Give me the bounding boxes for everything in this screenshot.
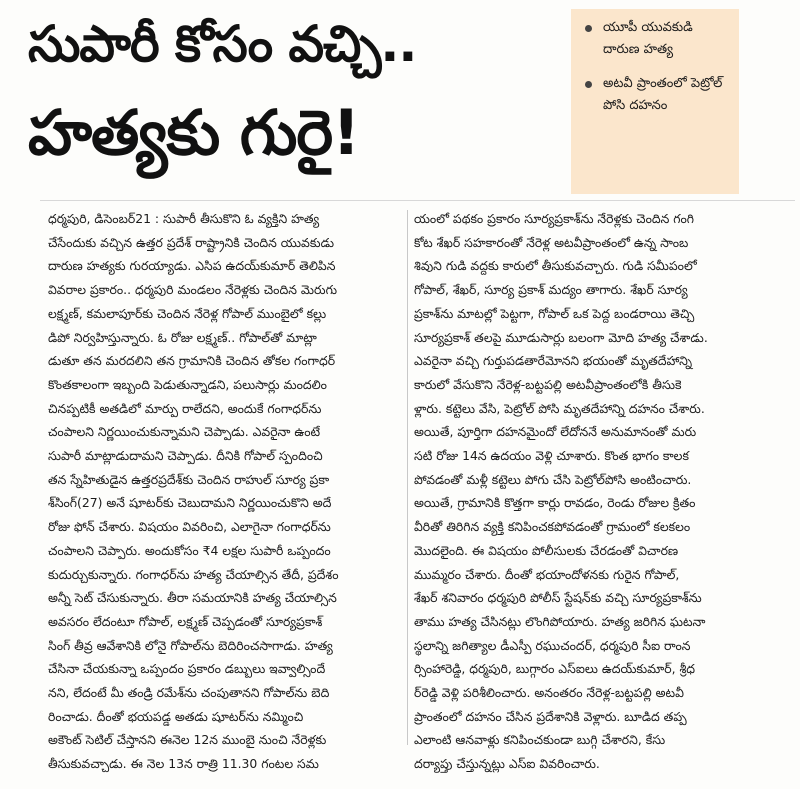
article-line: సుపారీ మాట్లాడుదామని చెప్పాడు. దీనికి గోపాల్ స్పందించి <box>48 448 323 464</box>
article-line: చంపాలని నిర్ణయించుకున్నామని చెప్పాడు. ఎవరైనా ఉంటే <box>48 424 321 440</box>
article-line: స్థలాన్ని జగిత్యాల డీఎస్పీ రఘుచందర్, ధర్మపురి సీఐ రాంన <box>414 637 691 653</box>
article-line: అయితే, గ్రామానికి కొత్తగా కార్లు రావడం, రెండు రోజుల క్రితం <box>414 495 696 511</box>
article-line: లక్ష్మణ్, కమలాపూర్‌కు చెందిన నేరెళ్ల గోపాల్ ముంబైలో కల్లు <box>48 305 327 321</box>
article-line: డుతూ తన మరదలిని తన గ్రామానికి చెందిన తోకల గంగాధర్ <box>48 353 336 369</box>
article-line: శివుని గుడి వద్దకు కారులో తీసుకువచ్చారు. గుడి సమీపంలో <box>414 258 697 274</box>
header-divider <box>40 200 795 201</box>
article-line: డిపో నిర్వహిస్తున్నారు. ఓ రోజు లక్ష్మణ్.. గోపాల్‌తో మాట్లా <box>48 329 317 345</box>
article-line: అన్నీ సెట్ చేసుకున్నారు. తీరా సమయానికి హత్య చేయాల్సిన <box>48 590 337 606</box>
article-line: తీసుకువచ్చాడు. ఈ నెల 13న రాత్రి 11.30 గంటల సమ <box>48 756 319 772</box>
bullet-icon <box>585 81 592 88</box>
article-line: ఎవరైనా వచ్చి గుర్తుపడతారేమోనని భయంతో మృతదేహాన్ని <box>414 353 693 369</box>
highlight-item <box>581 17 731 61</box>
article-line: కారులో వేసుకొని నేరెళ్ల-బట్టపల్లి అటవీప్రాంతంలోకి తీసుకె <box>414 376 682 392</box>
highlight-text: అటవీ ప్రాంతంలో పెట్రోల్ పోసి దహనం <box>603 76 723 113</box>
article-line: ఎలాంటి ఆనవాళ్లు కనిపించకుండా బుగ్గి చేశారని, కేసు <box>414 732 666 748</box>
article-line: నని, లేదంటే మీ తండ్రి రమేశ్‌ను చంపుతానని గోపాల్‌ను బెది <box>48 685 330 701</box>
article-line: తన స్నేహితుడైన ఉత్తరప్రదేశ్‌కు చెందిన రాహుల్ సూర్య ప్రకా <box>48 471 330 487</box>
article-line: చినప్పటికీ అతడిలో మార్పు రాలేదని, అందుకే గంగాధర్‌ను <box>48 400 322 416</box>
article-column-right <box>414 207 774 776</box>
article-line: వివరాల ప్రకారం.. ధర్మపురి మండలం నేరెళ్లకు చెందిన మెరుగు <box>48 282 338 298</box>
article-line: చంపాలని చెప్పారు. అందుకోసం ₹4 లక్షల సుపారీ ఒప్పందం <box>48 542 331 558</box>
article-line: వీరితో తిరిగిన వ్యక్తి కనిపించకపోవడంతో గ్రామంలో కలకలం <box>414 519 691 535</box>
article-line: సూర్యప్రకాశ్ తలపై మూడుసార్లు బలంగా మోది హత్య చేశాడు. <box>414 329 708 345</box>
article-line: చేసినా చేయకున్నా ఒప్పందం ప్రకారం డబ్బులు ఇవ్వాల్సిందే <box>48 661 326 677</box>
article-line: పోవడంతో మళ్లీ కట్టెలు పోగు చేసి పెట్రోల్‌పోసి అంటించారు. <box>414 471 692 487</box>
article-line: కుదుర్చుకున్నారు. గంగాధర్‌ను హత్య చేయాల్సిన తేదీ, ప్రదేశం <box>48 566 339 582</box>
highlights-box <box>571 9 739 194</box>
article-line: ళ్లారు. కట్టెలు వేసి, పెట్రోల్ పోసి మృతదేహాన్ని దహనం చేశారు. <box>414 400 705 416</box>
article-line: ర్‌రెడ్డి వెళ్లి పరిశీలించారు. అనంతరం నేరెళ్ల-బట్టపల్లి అటవీ <box>414 685 684 701</box>
article-line: రోజు ఫోన్ చేశారు. విషయం వివరించి, ఎలాగైనా గంగాధర్‌ను <box>48 519 331 535</box>
article-line: దర్యాప్తు చేస్తున్నట్లు ఎస్ఐ వివరించారు. <box>414 756 600 772</box>
article-line: కోట శేఖర్ సహకారంతో నేరెళ్ల అటవీప్రాంతంలో ఉన్న సాంబ <box>414 234 689 250</box>
headline-line-2: హత్యకు గురై! <box>28 96 360 169</box>
article-line: ర్సింహారెడ్డి, ధర్మపురి, బుగ్గారం ఎస్‌ఐలు ఉదయ్‌కుమార్, శ్రీధ <box>414 661 696 677</box>
article-line: శేఖర్ శనివారం ధర్మపురి పోలీస్ స్టేషన్‌కు వచ్చి సూర్యప్రకాశ్‌ను <box>414 590 702 606</box>
article-line: అయితే, పూర్తిగా దహనమైందో లేదోననే అనుమానంతో మరు <box>414 424 697 440</box>
headline-line-1: సుపారీ కోసం వచ్చి.. <box>28 15 417 73</box>
article-line: సింగ్ తీవ్ర ఆవేశానికి లోనై గోపాల్‌ను బెదిరించసాగాడు. హత్య <box>48 637 333 653</box>
article-column-left <box>48 207 402 776</box>
article-line: దారుణ హత్యకు గురయ్యాడు. ఎసిప ఉదయ్‌కుమార్ తెలిపిన <box>48 258 336 274</box>
article-line: ప్రాంతంలో దహనం చేసిన ప్రదేశానికి వెళ్లారు. బూడిద తప్ప <box>414 708 687 724</box>
highlight-item <box>581 73 731 117</box>
article-line: చేసేందుకు వచ్చిన ఉత్తర ప్రదేశ్ రాష్ట్రానికి చెందిన యువకుడు <box>48 234 335 250</box>
column-divider <box>407 210 408 745</box>
article-line: రించాడు. దీంతో భయపడ్డ అతడు షూటర్‌ను నమ్మించి <box>48 708 304 724</box>
article-line: కొంతకాలంగా ఇబ్బంది పెడుతున్నాడని, పలుసార్లు మందలిం <box>48 376 327 392</box>
article-line: శ్‌సింగ్(27) అనే షూటర్‌కు చెబుదామని నిర్ణయించుకొని అదే <box>48 495 332 511</box>
highlight-text: యూపీ యువకుడి దారుణ హత్య <box>603 20 693 57</box>
highlights-list <box>581 17 731 117</box>
article-line: మొదలైంది. ఈ విషయం పోలీసులకు చేరడంతో విచారణ <box>414 542 679 558</box>
article-line: ముమ్మరం చేశారు. దీంతో భయాందోళనకు గురైన గోపాల్, <box>414 566 680 582</box>
article-line: అకౌంట్ సెటిల్ చేస్తానని ఈనెల 12న ముంబై నుంచి నేరెళ్లకు <box>48 732 327 748</box>
article-line: గోపాల్, శేఖర్, సూర్య ప్రకాశ్ మద్యం తాగారు. శేఖర్ సూర్య <box>414 282 688 298</box>
article-line: తాము హత్య చేసినట్లు లొంగిపోయారు. హత్య జరిగిన ఘటనా <box>414 613 706 629</box>
article-line: ధర్మపురి, డిసెంబర్21 : సుపారీ తీసుకొని ఓ వ్యక్తిని హత్య <box>48 211 320 226</box>
article-line: యంలో పథకం ప్రకారం సూర్యప్రకాశ్‌ను నేరెళ్లకు చెందిన గంగి <box>414 211 694 226</box>
bullet-icon <box>585 25 592 32</box>
article-line: సటి రోజు 14న ఉదయం వెళ్లి చూశారు. కొంత భాగం కాలక <box>414 448 689 464</box>
article-line: ప్రకాశ్‌ను మాటల్లో పెట్టగా, గోపాల్ ఒక పెద్ద బండరాయి తెచ్చి <box>414 305 695 321</box>
article-line: అవసరం లేదంటూ గోపాల్, లక్ష్మణ్ చెప్పడంతో సూర్యప్రకాశ్ <box>48 613 323 629</box>
